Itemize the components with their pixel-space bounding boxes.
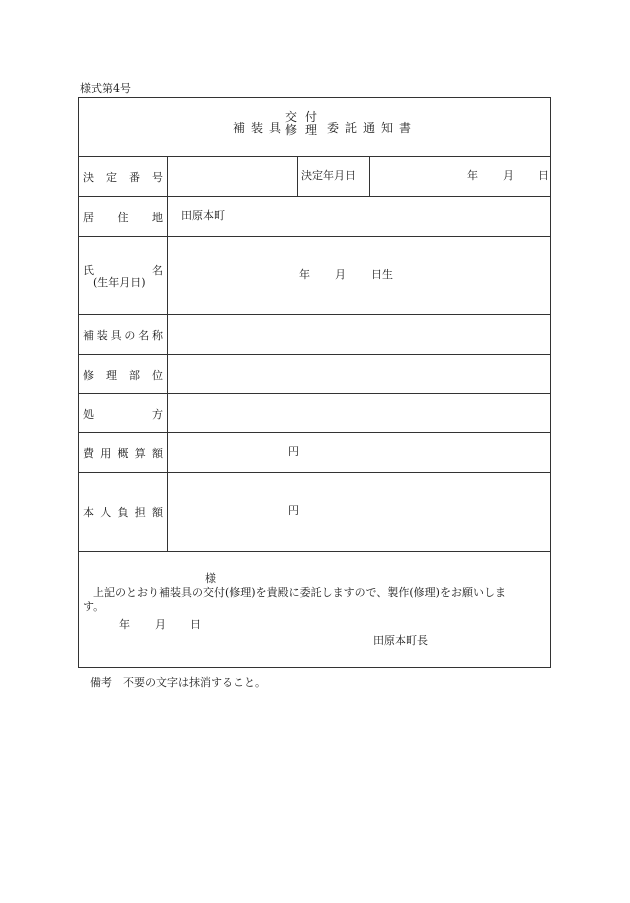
birth-year: 年 (299, 268, 310, 281)
title-upper: 交付 (285, 110, 326, 124)
address-value: 田原本町 (181, 209, 225, 222)
notice-body-line1: 上記のとおり補装具の交付(修理)を貴殿に委託しますので、製作(修理)をお願いしま (93, 586, 506, 599)
cost-unit: 円 (288, 445, 299, 458)
birth-month: 月 (335, 268, 346, 281)
decision-date-year: 年 (467, 169, 478, 182)
decision-no-label: 決 定 番 号 (83, 171, 163, 184)
rule (79, 393, 550, 394)
birth-date-label: (生年月日) (93, 276, 146, 289)
birth-day: 日生 (371, 268, 393, 281)
name-label: 氏 名 (83, 264, 163, 277)
title-prefix: 補装具 (233, 121, 288, 135)
notice-honorific: 様 (205, 572, 216, 585)
rule (79, 432, 550, 433)
title-suffix: 委託通知書 (327, 121, 418, 135)
rule (79, 196, 550, 197)
rule (79, 551, 550, 552)
decision-date-day: 日 (538, 169, 549, 182)
title-lower: 修理 (285, 123, 326, 137)
repair-part-label: 修 理 部 位 (83, 369, 163, 382)
date-value-divider (369, 156, 370, 196)
form-number: 様式第4号 (80, 82, 131, 95)
commission-notice-form (78, 97, 551, 668)
notice-date-month: 月 (155, 618, 166, 631)
title-alternatives (285, 111, 325, 137)
notice-date-year: 年 (119, 618, 130, 631)
rule (79, 156, 550, 157)
notice-date-day: 日 (190, 618, 201, 631)
rule (79, 236, 550, 237)
self-pay-label: 本 人 負 担 額 (83, 506, 163, 519)
prescription-label: 処 方 (83, 408, 163, 421)
cost-estimate-label: 費 用 概 算 額 (83, 447, 163, 460)
rule (79, 472, 550, 473)
label-column-divider (167, 156, 168, 551)
remark-note: 備考 不要の文字は抹消すること。 (90, 676, 266, 689)
decision-date-month: 月 (503, 169, 514, 182)
date-column-divider (297, 156, 298, 196)
notice-issuer: 田原本町長 (373, 634, 428, 647)
decision-date-label: 決定年月日 (301, 169, 356, 182)
rule (79, 314, 550, 315)
device-name-label: 補 装 具 の 名 称 (83, 329, 163, 342)
address-label: 居 住 地 (83, 211, 163, 224)
notice-body-line2: す。 (83, 600, 105, 613)
rule (79, 354, 550, 355)
self-pay-unit: 円 (288, 504, 299, 517)
